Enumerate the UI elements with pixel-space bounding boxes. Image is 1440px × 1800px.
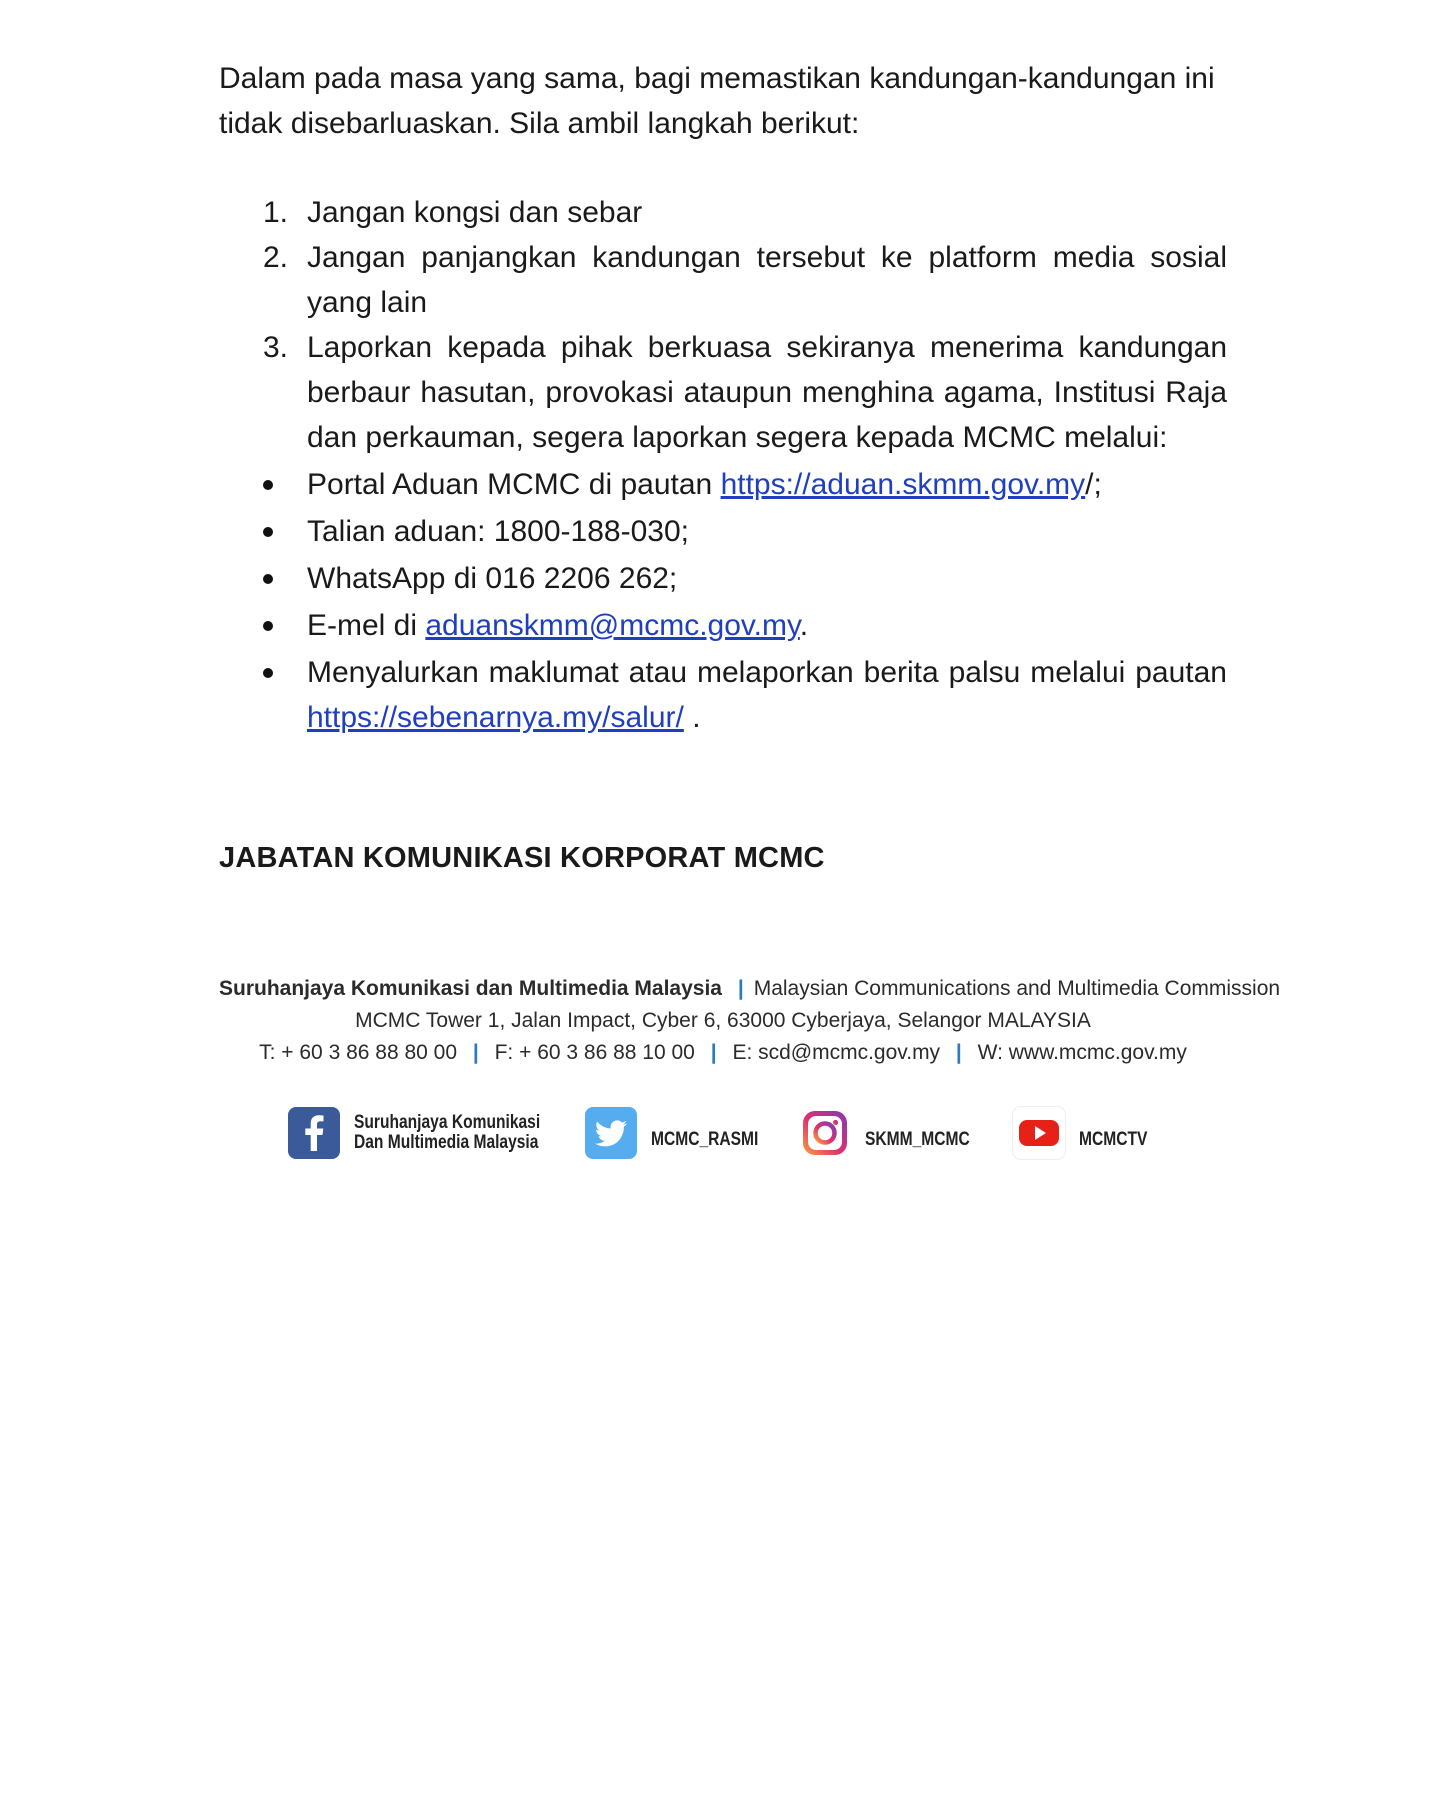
email-link[interactable]: aduanskmm@mcmc.gov.my — [425, 609, 800, 642]
instagram-label: SKMM_MCMC — [865, 1129, 970, 1150]
bullet-text: Menyalurkan maklumat atau melaporkan berita palsu melalui pautan — [307, 656, 1227, 689]
social-media-row — [288, 1103, 1188, 1163]
list-item — [219, 556, 1227, 601]
phone-number: T: + 60 3 86 88 80 00 — [259, 1041, 458, 1064]
separator: | — [737, 977, 744, 1000]
letterhead-footer — [219, 973, 1281, 1069]
facebook-label-line1: Suruhanjaya Komunikasi — [354, 1112, 541, 1133]
facebook-handle[interactable] — [288, 1103, 581, 1163]
org-name-english: Malaysian Communications and Multimedia Commission — [753, 977, 1281, 1000]
bullet-suffix: . — [683, 701, 701, 734]
department-heading: JABATAN KOMUNIKASI KORPORAT MCMC — [219, 842, 825, 874]
step-number: 2. — [263, 241, 289, 274]
list-item — [219, 603, 1227, 648]
bullet-text: E-mel di — [307, 609, 426, 642]
bullet-dot-icon — [263, 574, 273, 584]
separator: | — [472, 1041, 479, 1064]
instagram-icon — [799, 1107, 851, 1159]
bullet-text: Portal Aduan MCMC di pautan — [307, 468, 721, 501]
contact-bullets — [219, 462, 1227, 740]
facebook-label-line2: Dan Multimedia Malaysia — [354, 1132, 539, 1153]
step-number: 1. — [263, 196, 289, 229]
list-item — [219, 325, 1227, 460]
bullet-text: WhatsApp di 016 2206 262; — [307, 562, 678, 595]
org-name-malay: Suruhanjaya Komunikasi dan Multimedia Malaysia — [219, 977, 722, 1000]
step-text: Jangan kongsi dan sebar — [307, 196, 643, 229]
org-name-line — [219, 973, 1281, 1005]
step-text: Jangan panjangkan kandungan tersebut ke platform media sosial yang lain — [307, 241, 1227, 319]
youtube-icon — [1013, 1107, 1065, 1159]
youtube-handle[interactable] — [1013, 1103, 1162, 1163]
list-item — [219, 650, 1227, 740]
contact-line — [219, 1037, 1227, 1069]
bullet-text: Talian aduan: 1800-188-030; — [307, 515, 689, 548]
website: W: www.mcmc.gov.my — [977, 1041, 1187, 1064]
list-item — [219, 235, 1227, 325]
bullet-suffix: . — [799, 609, 809, 642]
step-number: 3. — [263, 331, 289, 364]
bullet-dot-icon — [263, 480, 273, 490]
bullet-dot-icon — [263, 527, 273, 537]
fax-number: F: + 60 3 86 88 10 00 — [494, 1041, 695, 1064]
document-page — [219, 56, 1227, 875]
list-item — [219, 190, 1227, 235]
bullet-dot-icon — [263, 621, 273, 631]
steps-list — [219, 190, 1227, 460]
list-item — [219, 509, 1227, 554]
twitter-icon — [585, 1107, 637, 1159]
separator: | — [955, 1041, 962, 1064]
bullet-dot-icon — [263, 668, 273, 678]
step-text: Laporkan kepada pihak berkuasa sekiranya menerima kandungan berbaur hasutan, provokasi ataupun menghina agama, Institusi Raja dan perkauman, segera laporkan segera kepada MCMC melalui: — [307, 331, 1227, 454]
contact-email: E: scd@mcmc.gov.my — [732, 1041, 941, 1064]
twitter-handle[interactable] — [585, 1103, 782, 1163]
bullet-suffix: /; — [1085, 468, 1102, 501]
instagram-handle[interactable] — [799, 1103, 993, 1163]
sebenarnya-link[interactable]: https://sebenarnya.my/salur/ — [307, 701, 684, 734]
facebook-icon — [288, 1107, 340, 1159]
address-line: MCMC Tower 1, Jalan Impact, Cyber 6, 63000 Cyberjaya, Selangor MALAYSIA — [355, 1009, 1091, 1032]
youtube-label: MCMCTV — [1079, 1129, 1148, 1150]
twitter-label: MCMC_RASMI — [651, 1129, 759, 1150]
intro-paragraph: Dalam pada masa yang sama, bagi memastikan kandungan-kandungan ini tidak disebarluaskan. Sila ambil langkah berikut: — [219, 62, 1215, 140]
separator: | — [710, 1041, 717, 1064]
aduan-portal-link[interactable]: https://aduan.skmm.gov.my — [720, 468, 1086, 501]
facebook-label — [354, 1113, 540, 1153]
list-item — [219, 462, 1227, 507]
